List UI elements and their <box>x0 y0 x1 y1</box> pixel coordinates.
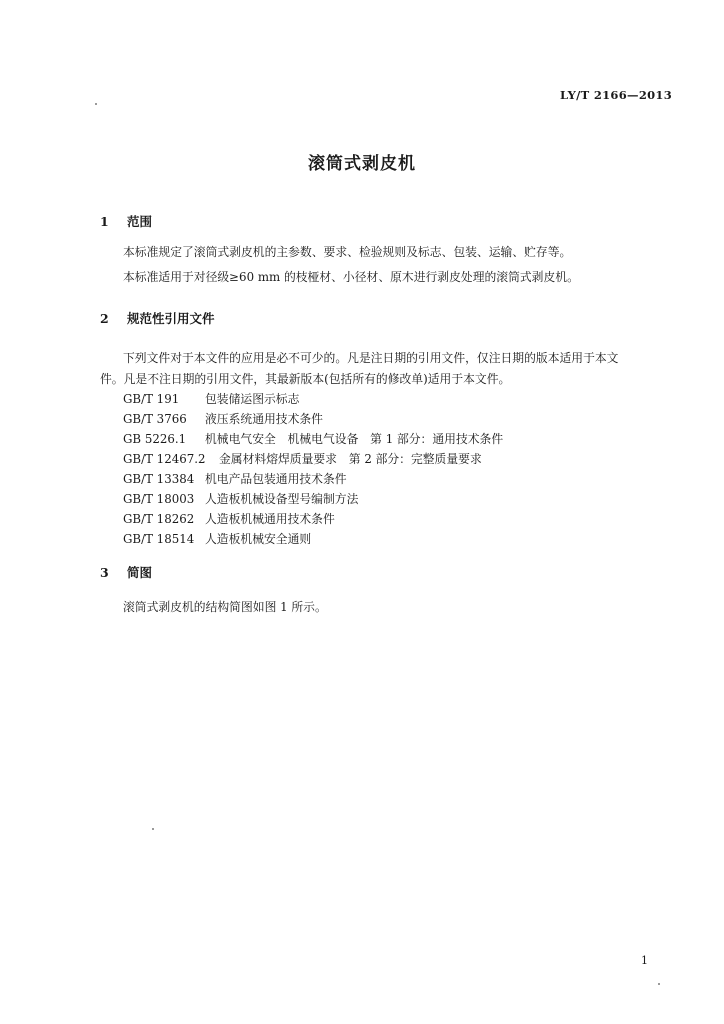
paragraph: 本标准规定了滚筒式剥皮机的主参数、要求、检验规则及标志、包装、运输、贮存等。 <box>123 245 572 259</box>
reference-code: GB/T 18003 <box>123 492 195 506</box>
paragraph: 下列文件对于本文件的应用是必不可少的。凡是注日期的引用文件，仅注日期的版本适用于本文 <box>123 351 619 365</box>
scan-speck <box>95 103 97 105</box>
reference-title: 金属材料熔焊质量要求 第 2 部分：完整质量要求 <box>219 452 482 466</box>
reference-code: GB 5226.1 <box>123 432 187 446</box>
reference-code: GB/T 18262 <box>123 512 195 526</box>
reference-title: 人造板机械安全通则 <box>205 532 312 546</box>
reference-title: 机械电气安全 机械电气设备 第 1 部分：通用技术条件 <box>205 432 504 446</box>
reference-item <box>123 530 311 547</box>
reference-item <box>123 510 335 527</box>
reference-item <box>123 490 358 507</box>
reference-title: 包装储运图示标志 <box>205 392 300 406</box>
paragraph: 件。凡是不注日期的引用文件，其最新版本(包括所有的修改单)适用于本文件。 <box>100 372 511 386</box>
reference-item <box>123 450 482 467</box>
scan-speck <box>658 983 660 985</box>
paragraph: 滚筒式剥皮机的结构简图如图 1 所示。 <box>123 600 327 614</box>
scan-speck <box>152 828 154 830</box>
reference-title: 液压系统通用技术条件 <box>205 412 323 426</box>
section-number: 1 <box>100 214 109 229</box>
reference-item <box>123 410 323 427</box>
reference-code: GB/T 191 <box>123 392 180 406</box>
paragraph: 本标准适用于对径级≥60 mm 的枝桠材、小径材、原木进行剥皮处理的滚筒式剥皮机。 <box>123 270 579 284</box>
section-1-heading <box>100 212 152 230</box>
reference-code: GB/T 12467.2 <box>123 452 206 466</box>
standard-code: LY/T 2166—2013 <box>560 88 673 102</box>
page-number: 1 <box>641 954 648 967</box>
reference-title: 机电产品包装通用技术条件 <box>205 472 347 486</box>
reference-code: GB/T 13384 <box>123 472 195 486</box>
reference-item <box>123 430 503 447</box>
section-number: 2 <box>100 311 109 326</box>
reference-title: 人造板机械设备型号编制方法 <box>205 492 359 506</box>
reference-item <box>123 390 299 407</box>
reference-title: 人造板机械通用技术条件 <box>205 512 335 526</box>
reference-code: GB/T 3766 <box>123 412 187 426</box>
reference-item <box>123 470 347 487</box>
reference-code: GB/T 18514 <box>123 532 195 546</box>
section-3-heading <box>100 563 152 581</box>
section-number: 3 <box>100 565 109 580</box>
section-title: 简图 <box>127 565 153 580</box>
section-title: 规范性引用文件 <box>127 311 215 326</box>
section-2-heading <box>100 309 215 327</box>
section-title: 范围 <box>127 214 153 229</box>
document-title: 滚筒式剥皮机 <box>308 154 416 174</box>
